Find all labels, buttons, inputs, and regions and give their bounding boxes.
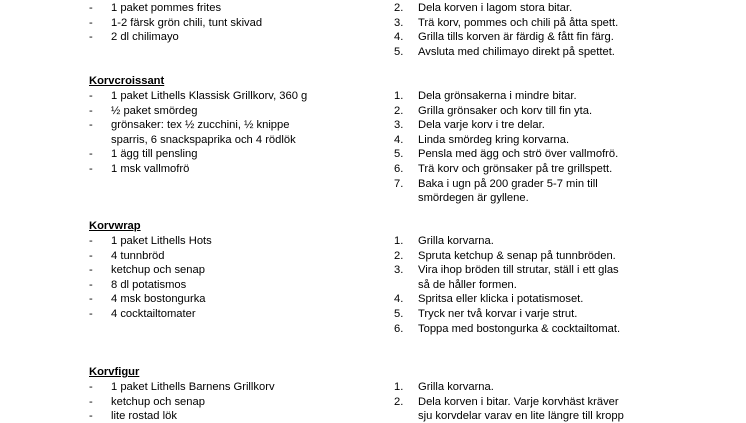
ingredient-bullet: -: [89, 119, 93, 132]
ingredient-item: 4 cocktailtomater: [111, 308, 196, 320]
step-number: 2.: [394, 249, 404, 262]
step-number: 1.: [394, 235, 404, 247]
step-number: 5.: [394, 45, 404, 58]
step-text: Trä korv och grönsaker på tre grillspett.: [418, 163, 613, 175]
ingredient-bullet: -: [89, 308, 93, 320]
ingredient-bullet: -: [89, 395, 93, 408]
step-text: Pensla med ägg och strö över vallmofrö.: [418, 148, 619, 161]
step-text: Grilla korvarna.: [418, 235, 494, 247]
step-number: 4.: [394, 31, 404, 44]
step-text: Spritsa eller klicka i potatismoset.: [418, 293, 584, 306]
ingredient-bullet: -: [89, 16, 93, 29]
step-number: 6.: [394, 322, 404, 335]
step-text: Grilla grönsaker och korv till fin yta.: [418, 104, 593, 117]
ingredient-item: 1 msk vallmofrö: [111, 163, 190, 175]
ingredient-bullet: -: [89, 148, 93, 161]
step-number: 6.: [394, 163, 404, 175]
ingredient-bullet: -: [89, 31, 93, 44]
step-number: 3.: [394, 16, 404, 29]
ingredient-item: 1-2 färsk grön chili, tunt skivad: [111, 16, 263, 29]
step-number: 5.: [394, 148, 404, 161]
ingredient-bullet: -: [89, 90, 93, 102]
step-number: 3.: [394, 119, 404, 132]
ingredient-item: 1 paket Lithells Klassisk Grillkorv, 360 g: [111, 90, 308, 102]
step-text: Dela grönsakerna i mindre bitar.: [418, 90, 577, 102]
step-number: 4.: [394, 293, 404, 306]
ingredient-bullet: -: [89, 381, 93, 393]
step-text: smördegen är gyllene.: [418, 192, 529, 205]
step-number: 1.: [394, 381, 404, 393]
ingredient-item: sparris, 6 snackspaprika och 4 rödlök: [111, 133, 296, 146]
ingredient-item: ½ paket smördeg: [111, 104, 198, 117]
ingredient-bullet: -: [89, 163, 93, 175]
section-heading-korvfigur: Korvfigur: [89, 366, 140, 378]
step-text: Dela korven i lagom stora bitar.: [418, 2, 573, 14]
ingredient-item: 1 ägg till pensling: [111, 148, 198, 161]
step-text: Linda smördeg kring korvarna.: [418, 133, 570, 146]
step-number: 2.: [394, 2, 404, 14]
ingredient-bullet: -: [89, 410, 93, 423]
step-text: Vira ihop bröden till strutar, ställ i ett glas: [418, 264, 619, 277]
step-text: Avsluta med chilimayo direkt på spettet.: [418, 45, 615, 58]
ingredient-item: 2 dl chilimayo: [111, 31, 179, 44]
step-number: 2.: [394, 104, 404, 117]
ingredient-bullet: -: [89, 104, 93, 117]
step-number: 7.: [394, 177, 404, 190]
ingredient-item: 8 dl potatismos: [111, 278, 187, 291]
step-text: Dela varje korv i tre delar.: [418, 119, 545, 132]
step-text: Toppa med bostongurka & cocktailtomat.: [418, 322, 621, 335]
section-heading-korvcroissant: Korvcroissant: [89, 75, 165, 87]
ingredient-item: grönsaker: tex ½ zucchini, ½ knippe: [111, 119, 290, 132]
ingredient-item: 4 tunnbröd: [111, 249, 165, 262]
step-text: Spruta ketchup & senap på tunnbröden.: [418, 249, 616, 262]
step-text: sju korvdelar varav en lite längre till kropp: [418, 410, 624, 423]
step-number: 4.: [394, 133, 404, 146]
ingredient-bullet: -: [89, 278, 93, 291]
step-text: Trä korv, pommes och chili på åtta spett.: [418, 16, 619, 29]
ingredient-item: 1 paket Lithells Barnens Grillkorv: [111, 381, 275, 393]
step-text: Grilla tills korven är färdig & fått fin färg.: [418, 31, 614, 44]
step-text: så de håller formen.: [418, 278, 517, 291]
step-text: Baka i ugn på 200 grader 5-7 min till: [418, 177, 598, 190]
ingredient-item: lite rostad lök: [111, 410, 177, 423]
step-text: Dela korven i bitar. Varje korvhäst kräver: [418, 395, 619, 408]
section-heading-korvwrap: Korvwrap: [89, 220, 141, 232]
step-text: Tryck ner två korvar i varje strut.: [418, 308, 578, 320]
ingredient-item: ketchup och senap: [111, 395, 205, 408]
ingredient-item: 4 msk bostongurka: [111, 293, 206, 306]
ingredient-item: 1 paket pommes frites: [111, 2, 222, 14]
step-number: 5.: [394, 308, 404, 320]
ingredient-bullet: -: [89, 249, 93, 262]
step-text: Grilla korvarna.: [418, 381, 494, 393]
ingredient-bullet: -: [89, 293, 93, 306]
ingredient-bullet: -: [89, 2, 93, 14]
ingredient-bullet: -: [89, 264, 93, 277]
ingredient-item: ketchup och senap: [111, 264, 205, 277]
ingredient-bullet: -: [89, 235, 93, 247]
step-number: 2.: [394, 395, 404, 408]
step-number: 3.: [394, 264, 404, 277]
ingredient-item: 1 paket Lithells Hots: [111, 235, 212, 247]
step-number: 1.: [394, 90, 404, 102]
